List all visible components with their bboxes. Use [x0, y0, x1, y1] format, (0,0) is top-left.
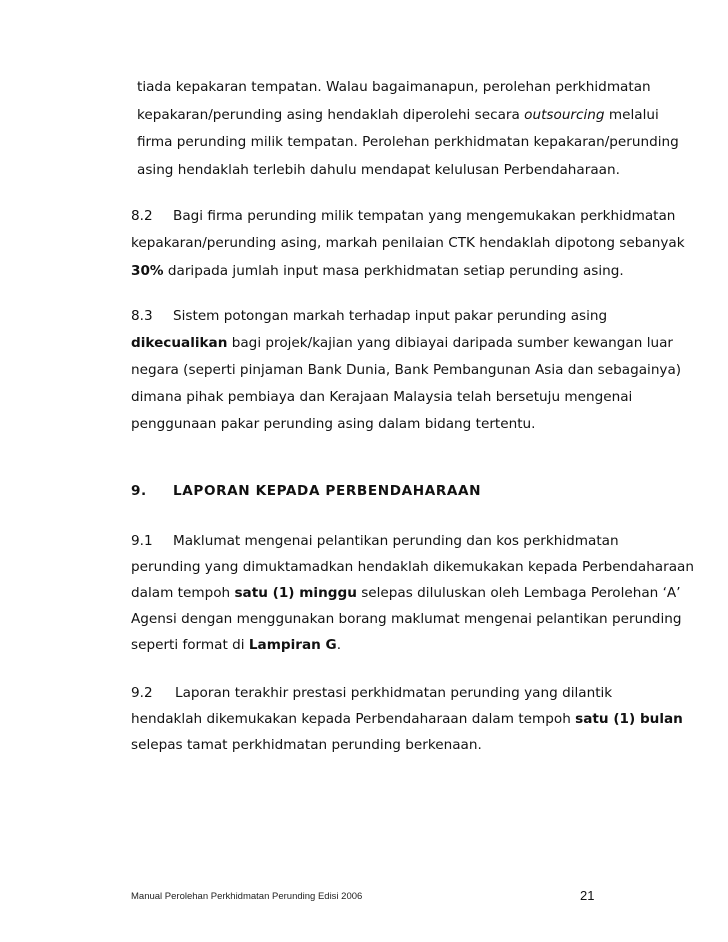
- paragraph-line: [137, 133, 679, 151]
- section-title: LAPORAN KEPADA PERBENDAHARAAN: [173, 483, 482, 499]
- text-span: daripada jumlah input masa perkhidmatan setiap perunding asing.: [163, 263, 624, 279]
- text-span: selepas tamat perkhidmatan perunding berkenaan.: [131, 737, 482, 753]
- bold-term: satu (1) bulan: [575, 711, 683, 727]
- paragraph-line: [131, 234, 685, 252]
- paragraph-line: [131, 610, 682, 628]
- text-span: selepas diluluskan oleh Lembaga Perolehan ‘A’: [356, 585, 681, 601]
- paragraph-number: 9.2: [131, 685, 153, 701]
- paragraph-line: [131, 584, 681, 602]
- bold-term: satu (1) minggu: [234, 585, 357, 601]
- paragraph-line: [137, 106, 659, 124]
- paragraph-line: [131, 558, 694, 576]
- paragraph-line: [137, 161, 620, 179]
- paragraph-line: [131, 388, 633, 406]
- page-number: 21: [580, 888, 595, 903]
- text-span: kepakaran/perunding asing hendaklah diperolehi secara: [137, 107, 525, 123]
- text-span: asing hendaklah terlebih dahulu mendapat kelulusan Perbendaharaan.: [137, 162, 620, 178]
- paragraph-line: [131, 684, 613, 702]
- paragraph-number: 8.2: [131, 208, 153, 224]
- footer-title: Manual Perolehan Perkhidmatan Perunding Edisi 2006: [131, 891, 363, 902]
- text-span: kepakaran/perunding asing, markah penilaian CTK hendaklah dipotong sebanyak: [131, 235, 685, 251]
- text-span: firma perunding milik tempatan. Perolehan perkhidmatan kepakaran/perunding: [137, 134, 679, 150]
- text-span: Sistem potongan markah terhadap input pakar perunding asing: [173, 308, 608, 324]
- text-span: tiada kepakaran tempatan. Walau bagaimanapun, perolehan perkhidmatan: [137, 79, 651, 95]
- paragraph-line: [131, 415, 597, 433]
- text-span: .: [336, 637, 342, 653]
- text-span: negara (seperti pinjaman Bank Dunia, Bank Pembangunan Asia dan sebagainya): [131, 362, 682, 378]
- text-span: Laporan terakhir prestasi perkhidmatan perunding yang dilantik: [175, 685, 613, 701]
- text-span: Agensi dengan menggunakan borang maklumat mengenai pelantikan perunding: [131, 611, 682, 627]
- paragraph-number: 8.3: [131, 308, 153, 324]
- bold-term: Lampiran G: [248, 637, 337, 653]
- text-span: bagi projek/kajian yang dibiayai daripada sumber kewangan luar: [227, 335, 674, 351]
- paragraph-line: [131, 307, 608, 325]
- text-span: melalui: [604, 107, 659, 123]
- text-span: seperti format di: [131, 637, 249, 653]
- paragraph-line: [131, 710, 683, 728]
- text-span: perunding yang dimuktamadkan hendaklah dikemukakan kepada Perbendaharaan: [131, 559, 694, 575]
- text-span: Maklumat mengenai pelantikan perunding dan kos perkhidmatan: [173, 533, 619, 549]
- paragraph-line: [131, 636, 597, 654]
- paragraph-number: 9.1: [131, 533, 153, 549]
- paragraph-line: [131, 334, 674, 352]
- text-span: penggunaan pakar perunding asing dalam bidang tertentu.: [131, 416, 536, 432]
- text-span: dalam tempoh: [131, 585, 235, 601]
- section-number: 9.: [131, 483, 147, 499]
- paragraph-line: [137, 78, 651, 96]
- text-span: Bagi firma perunding milik tempatan yang mengemukakan perkhidmatan: [173, 208, 676, 224]
- paragraph-line: [131, 361, 682, 379]
- section-heading: [131, 482, 481, 500]
- paragraph-line: [131, 736, 597, 754]
- bold-term: dikecualikan: [131, 335, 228, 351]
- paragraph-line: [131, 207, 676, 225]
- paragraph-line: [131, 532, 619, 550]
- text-span: hendaklah dikemukakan kepada Perbendaharaan dalam tempoh: [131, 711, 576, 727]
- paragraph-line: [131, 262, 624, 280]
- italic-term: outsourcing: [524, 107, 605, 123]
- bold-term: 30%: [131, 263, 164, 279]
- text-span: dimana pihak pembiaya dan Kerajaan Malaysia telah bersetuju mengenai: [131, 389, 633, 405]
